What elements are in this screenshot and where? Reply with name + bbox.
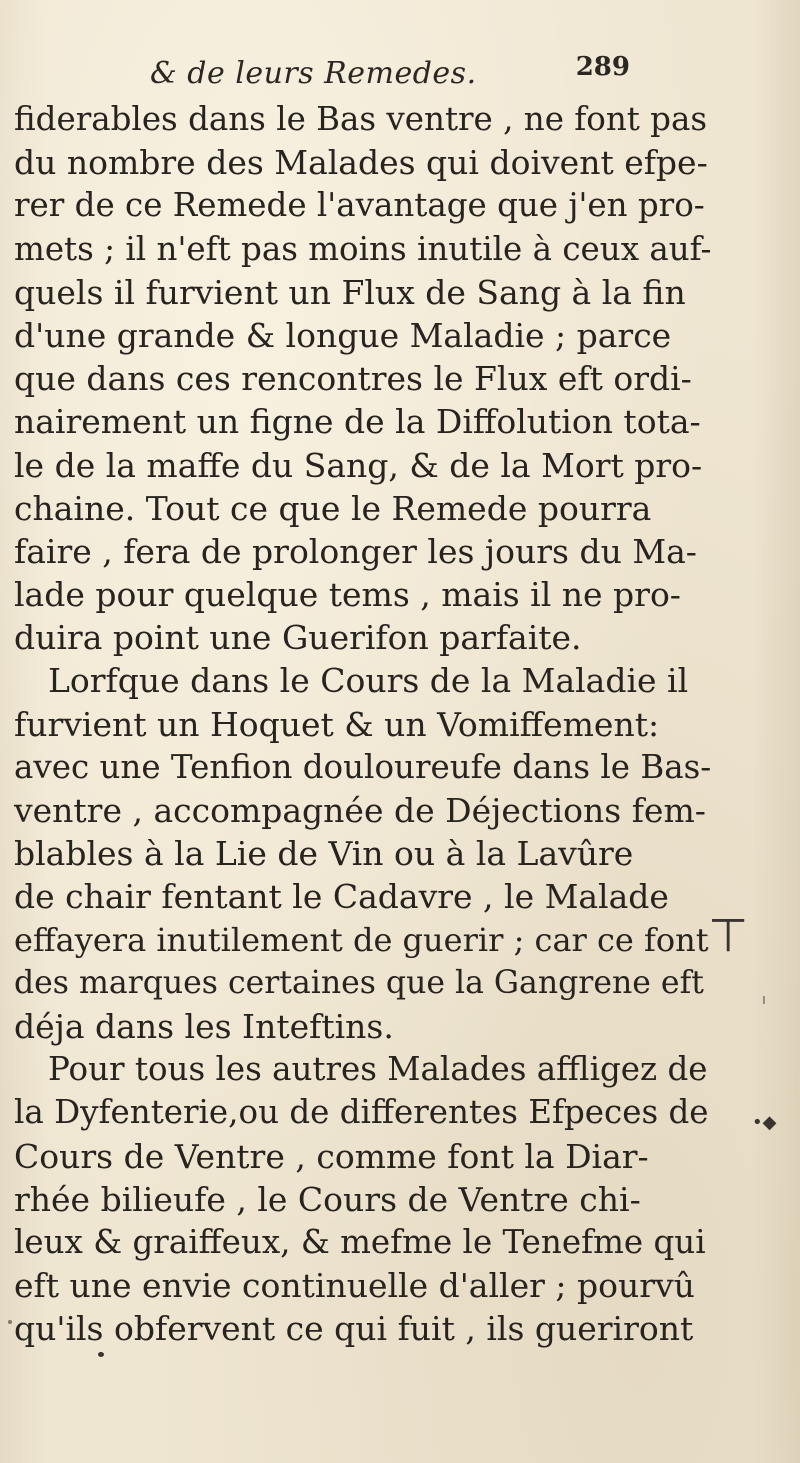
text-line: de chair fentant le Cadavre , le Malade <box>14 877 669 917</box>
text-line: lade pour quelque tems , mais il ne pro- <box>14 575 681 615</box>
margin-tick-mark: ı <box>762 992 766 1008</box>
text-line: que dans ces rencontres le Flux eft ordi- <box>14 359 692 399</box>
text-line: quels il furvient un Flux de Sang à la fin <box>14 272 686 312</box>
text-line: Cours de Ventre , comme font la Diar- <box>14 1136 649 1176</box>
text-line: déja dans les Inteftins. <box>14 1006 394 1046</box>
ink-spot <box>8 1320 12 1324</box>
text-line: blables à la Lie de Vin ou à la Lavûre <box>14 834 634 874</box>
text-line: du nombre des Malades qui doivent efpe- <box>14 143 708 183</box>
text-line: eft une envie continuelle d'aller ; pourvû <box>14 1266 695 1306</box>
text-line: leux & graiffeux, & mefme le Tenefme qui <box>14 1222 706 1261</box>
text-line: fiderables dans le Bas ventre , ne font pas <box>14 100 708 138</box>
text-line: mets ; il n'eft pas moins inutile à ceux auf- <box>14 229 712 268</box>
paragraph-start-line: Pour tous les autres Malades affligez de <box>48 1050 708 1089</box>
text-line: nairement un figne de la Diffolution tota- <box>14 402 701 442</box>
text-line: rhée bilieufe , le Cours de Ventre chi- <box>14 1179 641 1219</box>
text-line: d'une grande & longue Maladie ; parce <box>14 315 672 355</box>
margin-dot-mark: •◆ <box>752 1112 777 1133</box>
text-line: qu'ils obfervent ce qui fuit , ils gueriront <box>14 1309 694 1349</box>
paragraph-start-line: Lorfque dans le Cours de la Maladie il <box>48 661 689 701</box>
text-line: le de la maffe du Sang, & de la Mort pro- <box>14 445 703 485</box>
running-head: & de leurs Remedes. <box>150 56 477 91</box>
ink-spot <box>98 1352 104 1357</box>
text-line: des marques certaines que la Gangrene eft <box>14 964 704 1001</box>
page-number: 289 <box>575 52 630 82</box>
text-line: duira point une Guerifon parfaite. <box>14 618 582 658</box>
text-line: rer de ce Remede l'avantage que j'en pro- <box>14 186 705 225</box>
text-line: la Dyfenterie,ou de differentes Efpeces de <box>14 1093 709 1132</box>
text-line: faire , fera de prolonger les jours du Ma- <box>14 531 697 571</box>
margin-cross-mark: ⊢ <box>701 914 756 956</box>
text-line: avec une Tenfion douloureufe dans le Bas- <box>14 747 712 786</box>
text-line: ventre , accompagnée de Déjections fem- <box>14 791 706 830</box>
text-line: effayera inutilement de guerir ; car ce font <box>14 920 709 959</box>
text-line: furvient un Hoquet & un Vomiffement: <box>14 704 660 744</box>
body-text <box>14 98 714 1350</box>
text-line: chaine. Tout ce que le Remede pourra <box>14 488 652 528</box>
page-header <box>150 52 630 96</box>
